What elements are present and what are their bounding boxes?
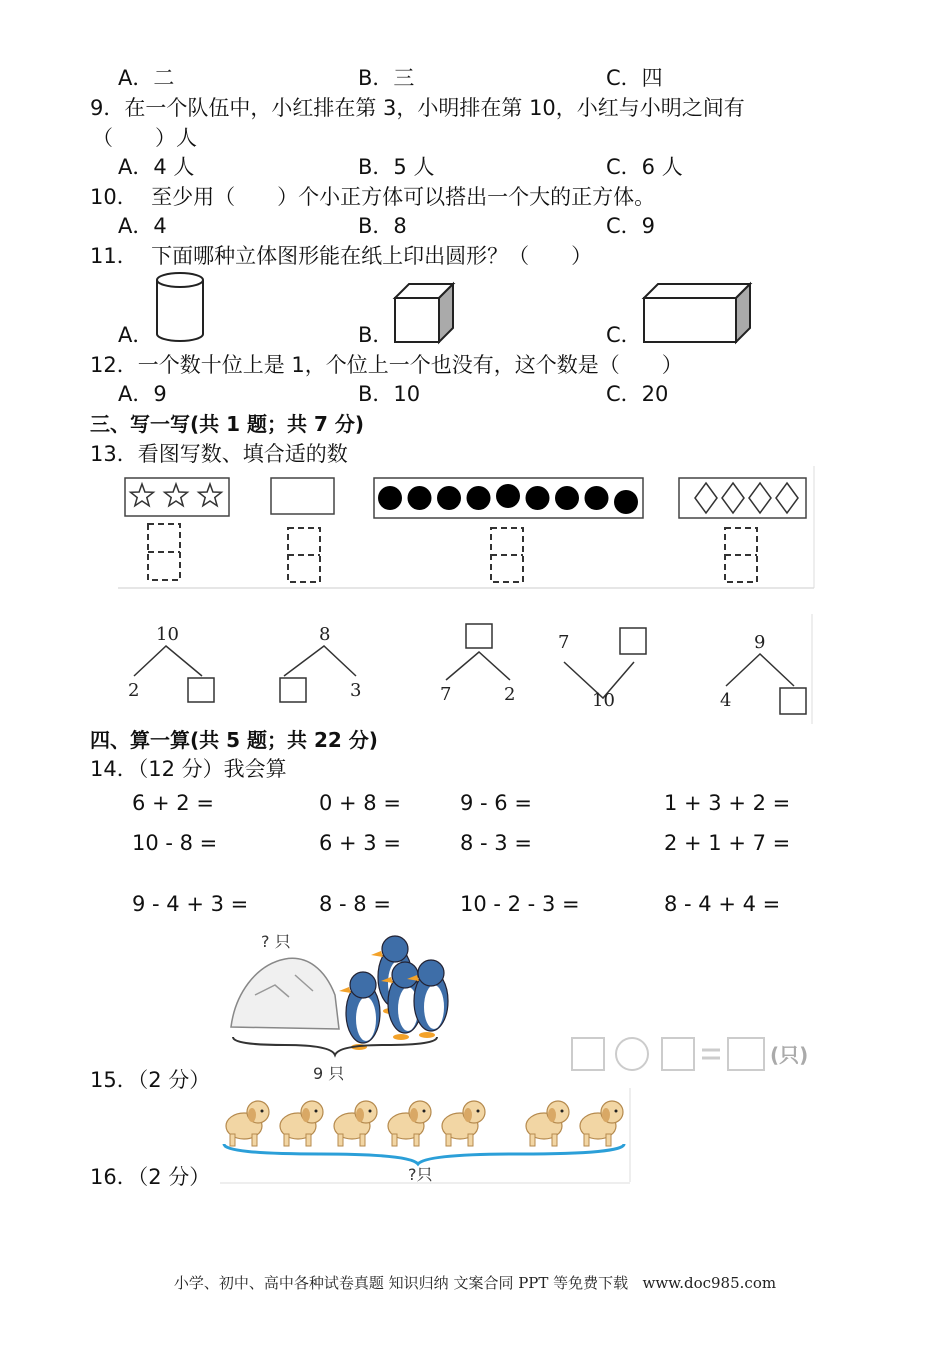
- dog-icon: [388, 1101, 431, 1146]
- answer-dashed-box-2: [288, 528, 320, 582]
- section-3-heading: 三、写一写(共 1 题；共 7 分): [90, 412, 364, 436]
- equation: 10 - 8 =: [132, 831, 218, 855]
- q10-option-a: A．4: [118, 214, 167, 238]
- dog-icon: [526, 1101, 569, 1146]
- empty-box: [271, 478, 334, 514]
- cube-icon: [393, 282, 457, 346]
- tree5-top: 9: [754, 632, 766, 653]
- section-4-heading: 四、算一算(共 5 题；共 22 分): [90, 728, 378, 752]
- q11-option-a: A．: [118, 323, 154, 347]
- equation: 2 + 1 + 7 =: [664, 831, 791, 855]
- equation: 1 + 3 + 2 =: [664, 791, 791, 815]
- tree2-right: 3: [350, 680, 362, 701]
- q13-question: 13．看图写数、填合适的数: [90, 442, 348, 466]
- dot-icon: [467, 486, 491, 510]
- dog-picture: [220, 1088, 632, 1186]
- tree4-blank-box: [620, 628, 646, 654]
- q10-option-b: B．8: [358, 214, 407, 238]
- q8-option-b: B．三: [358, 66, 415, 90]
- dot-icon: [496, 484, 520, 508]
- q9-option-c: C．6 人: [606, 155, 683, 179]
- tree3-left: 7: [440, 684, 452, 705]
- answer-equation-template: [570, 1035, 830, 1075]
- q13-counting-figure: [118, 466, 818, 592]
- dot-icon: [437, 486, 461, 510]
- q11-question: 11． 下面哪种立体图形能在纸上印出圆形？（ ）: [90, 244, 593, 268]
- hidden-count-label: ? 只: [261, 932, 291, 951]
- penguin-icon: [339, 972, 380, 1050]
- q12-option-b: B．10: [358, 382, 421, 406]
- equation: 0 + 8 =: [319, 791, 401, 815]
- equation: 8 - 3 =: [460, 831, 532, 855]
- tree5-blank-box: [780, 688, 806, 714]
- answer-dashed-box-4: [725, 528, 757, 582]
- tree3-right: 2: [504, 684, 516, 705]
- dot-icon: [408, 486, 432, 510]
- q10-question: 10． 至少用（ ）个小正方体可以搭出一个大的正方体。: [90, 185, 656, 209]
- q9-question: 9．在一个队伍中，小红排在第 3，小明排在第 10，小红与小明之间有: [90, 96, 745, 120]
- tree1-left: 2: [128, 680, 140, 701]
- dot-icon: [555, 486, 579, 510]
- tree1-blank-box: [188, 678, 214, 702]
- dot-icon: [614, 490, 638, 514]
- dog-icon: [334, 1101, 377, 1146]
- dog-icon: [442, 1101, 485, 1146]
- answer-box: [662, 1038, 694, 1070]
- q13-number-trees: [118, 612, 818, 730]
- cylinder-icon: [155, 270, 207, 344]
- brace-icon: [233, 1037, 437, 1055]
- q12-option-a: A．9: [118, 382, 167, 406]
- q8-option-a: A．二: [118, 66, 175, 90]
- equation: 9 - 6 =: [460, 791, 532, 815]
- equation: 10 - 2 - 3 =: [460, 892, 580, 916]
- q11-option-c: C．: [606, 323, 642, 347]
- dog-icon: [280, 1101, 323, 1146]
- q12-question: 12．一个数十位上是 1，个位上一个也没有，这个数是（ ）: [90, 353, 683, 377]
- q8-option-c: C．四: [606, 66, 663, 90]
- tree5-left: 4: [720, 690, 732, 711]
- equation: 8 - 8 =: [319, 892, 391, 916]
- q11-option-b: B．: [358, 323, 394, 347]
- tree2-blank-box: [280, 678, 306, 702]
- answer-box: [728, 1038, 764, 1070]
- dot-icon: [526, 486, 550, 510]
- answer-box: [572, 1038, 604, 1070]
- tree1-top: 10: [156, 624, 179, 645]
- equation: 6 + 2 =: [132, 791, 214, 815]
- tree4-bottom: 10: [592, 690, 615, 711]
- tree3-blank-box: [466, 624, 492, 648]
- dog-icon: [226, 1101, 269, 1146]
- equation: 8 - 4 + 4 =: [664, 892, 781, 916]
- q9-question-cont: （ ）人: [92, 126, 197, 150]
- q9-option-a: A．4 人: [118, 155, 195, 179]
- equation: 6 + 3 =: [319, 831, 401, 855]
- penguin-picture: [225, 925, 465, 1085]
- q12-option-c: C．20: [606, 382, 669, 406]
- q14-question: 14．（12 分）我会算: [90, 757, 287, 781]
- tree4-left: 7: [558, 632, 570, 653]
- answer-dashed-box-3: [491, 528, 523, 582]
- dog-icon: [580, 1101, 623, 1146]
- footer: 小学、初中、高中各种试卷真题 知识归纳 文案合同 PPT 等免费下载 www.doc985.com: [173, 1274, 777, 1292]
- unit-label: (只): [770, 1043, 809, 1067]
- total-label: 9 只: [313, 1064, 345, 1083]
- q9-option-b: B．5 人: [358, 155, 435, 179]
- brace-icon: [224, 1144, 624, 1164]
- q16-question: 16．（2 分）: [90, 1165, 211, 1189]
- equation: 9 - 4 + 3 =: [132, 892, 249, 916]
- dot-icon: [585, 486, 609, 510]
- cuboid-icon: [642, 282, 754, 346]
- answer-dashed-box-1: [148, 524, 180, 580]
- q10-option-c: C．9: [606, 214, 656, 238]
- dot-icon: [378, 486, 402, 510]
- q15-question: 15．（2 分）: [90, 1068, 211, 1092]
- total-label: ?只: [408, 1165, 433, 1184]
- tree2-top: 8: [319, 624, 331, 645]
- operator-circle: [616, 1038, 648, 1070]
